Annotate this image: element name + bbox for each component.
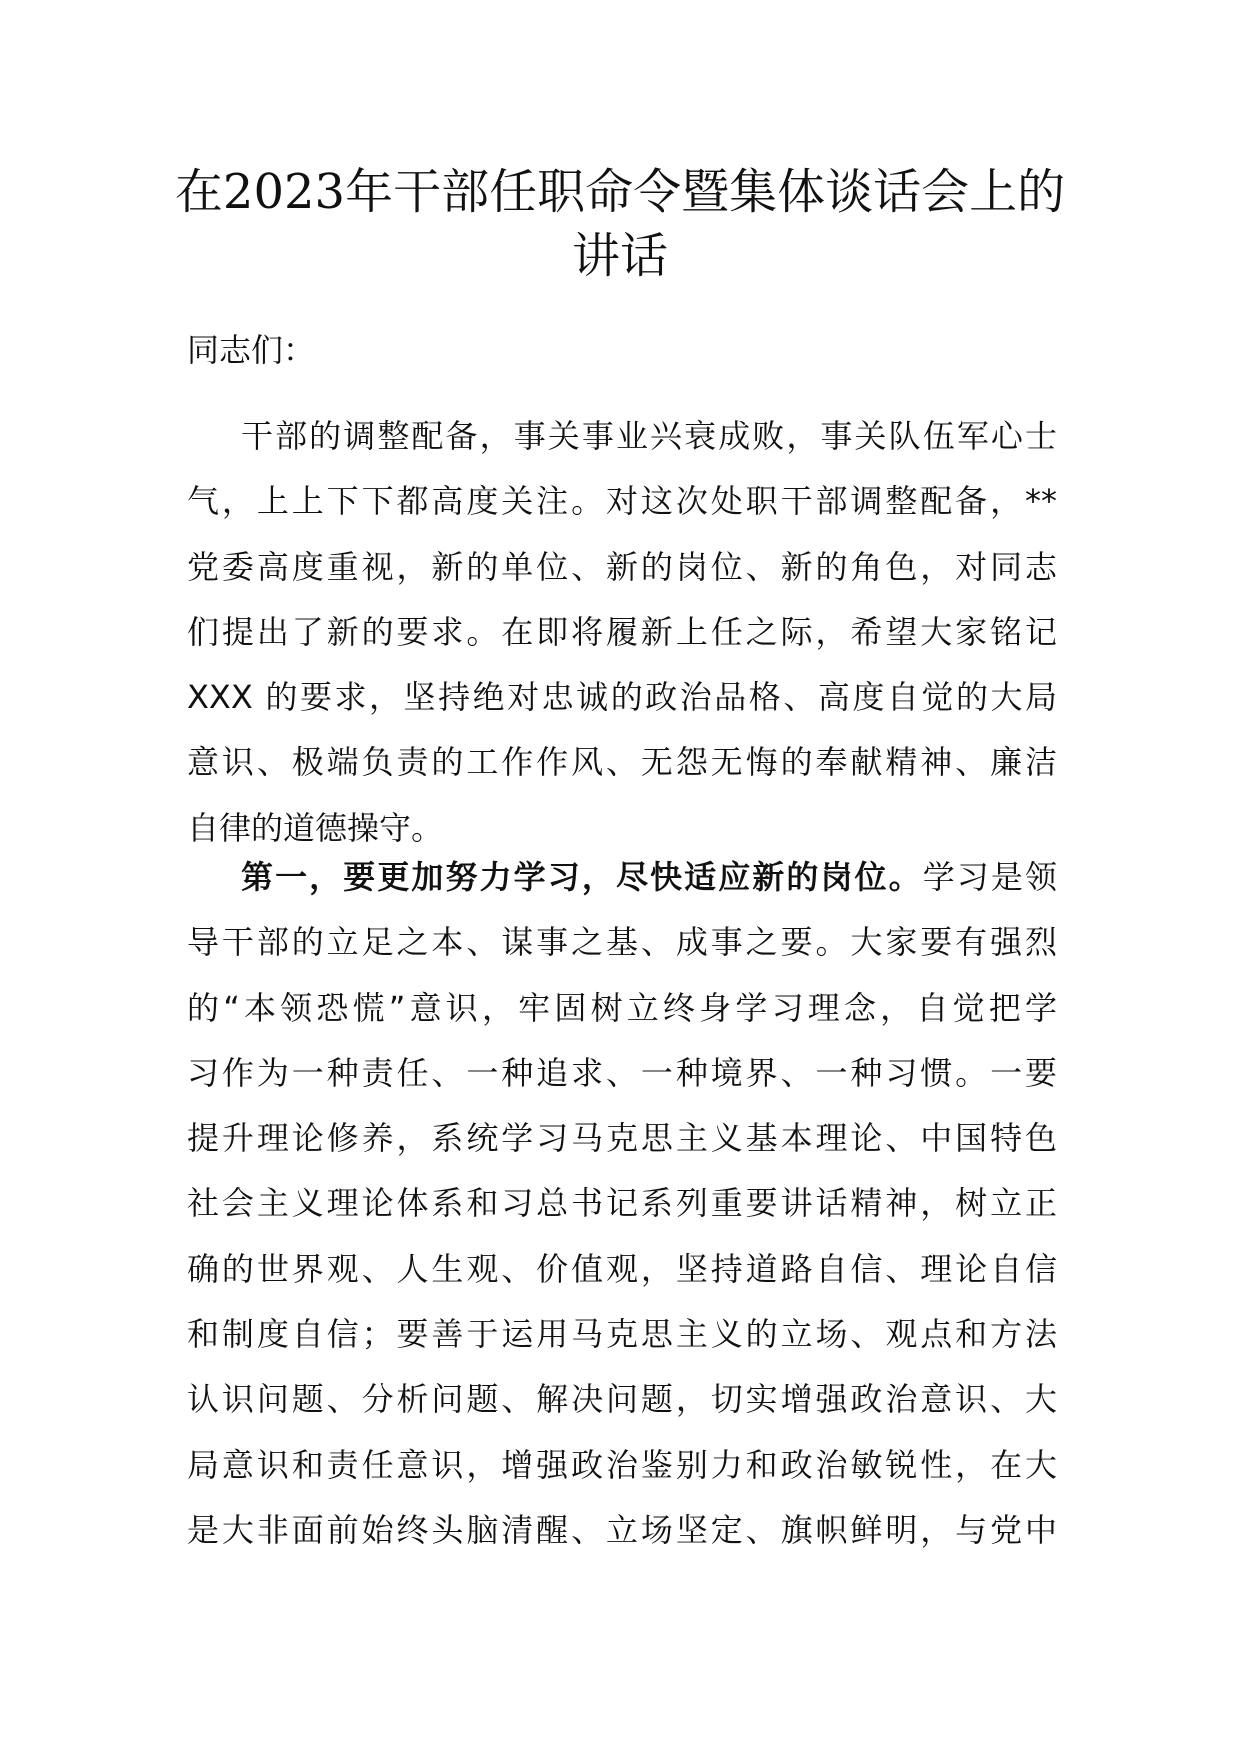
lead-heading: 第一，要更加努力学习，尽快适应新的岗位。: [241, 858, 923, 896]
paragraph-line: 自律的道德操守。: [187, 808, 444, 847]
paragraph-line: 确的世界观、人生观、价值观，坚持道路自信、理论自信: [187, 1249, 1057, 1288]
paragraph-1: [187, 404, 1057, 861]
paragraph-line: 提升理论修养，系统学习马克思主义基本理论、中国特色: [187, 1119, 1057, 1158]
salutation: 同志们：: [187, 331, 316, 369]
paragraph-line: XXX 的要求，坚持绝对忠诚的政治品格、高度自觉的大局: [187, 678, 1057, 717]
paragraph-line: 干部的调整配备，事关事业兴衰成败，事关队伍军心士: [241, 417, 1057, 455]
lead-text: 学习是领: [922, 858, 1057, 896]
paragraph-line: 气，上上下下都高度关注。对这次处职干部调整配备，**: [187, 482, 1057, 521]
page-title: [160, 160, 1080, 288]
paragraph-line: 是大非面前始终头脑清醒、立场坚定、旗帜鲜明，与党中: [187, 1510, 1057, 1549]
paragraph-line: 导干部的立足之本、谋事之基、成事之要。大家要有强烈: [187, 923, 1057, 962]
title-line-1: 在2023年干部任职命令暨集体谈话会上的: [174, 164, 1066, 220]
paragraph-line: 认识问题、分析问题、解决问题，切实增强政治意识、大: [187, 1380, 1057, 1419]
paragraph-line: 的“本领恐慌”意识，牢固树立终身学习理念，自觉把学: [187, 988, 1057, 1027]
paragraph-line: 和制度自信；要善于运用马克思主义的立场、观点和方法: [187, 1315, 1057, 1354]
paragraph-line: 意识、极端负责的工作作风、无怨无悔的奉献精神、廉洁: [187, 743, 1057, 782]
paragraph-line: 习作为一种责任、一种追求、一种境界、一种习惯。一要: [187, 1053, 1057, 1092]
paragraph-2: [187, 845, 1057, 1563]
paragraph-lead-line: [187, 845, 1057, 910]
title-line-2: 讲话: [571, 228, 668, 284]
paragraph-line: 党委高度重视，新的单位、新的岗位、新的角色，对同志: [187, 547, 1057, 586]
paragraph-line: 社会主义理论体系和习总书记系列重要讲话精神，树立正: [187, 1184, 1057, 1223]
paragraph-line: 局意识和责任意识，增强政治鉴别力和政治敏锐性，在大: [187, 1445, 1057, 1484]
paragraph-line: 们提出了新的要求。在即将履新上任之际，希望大家铭记: [187, 612, 1057, 651]
